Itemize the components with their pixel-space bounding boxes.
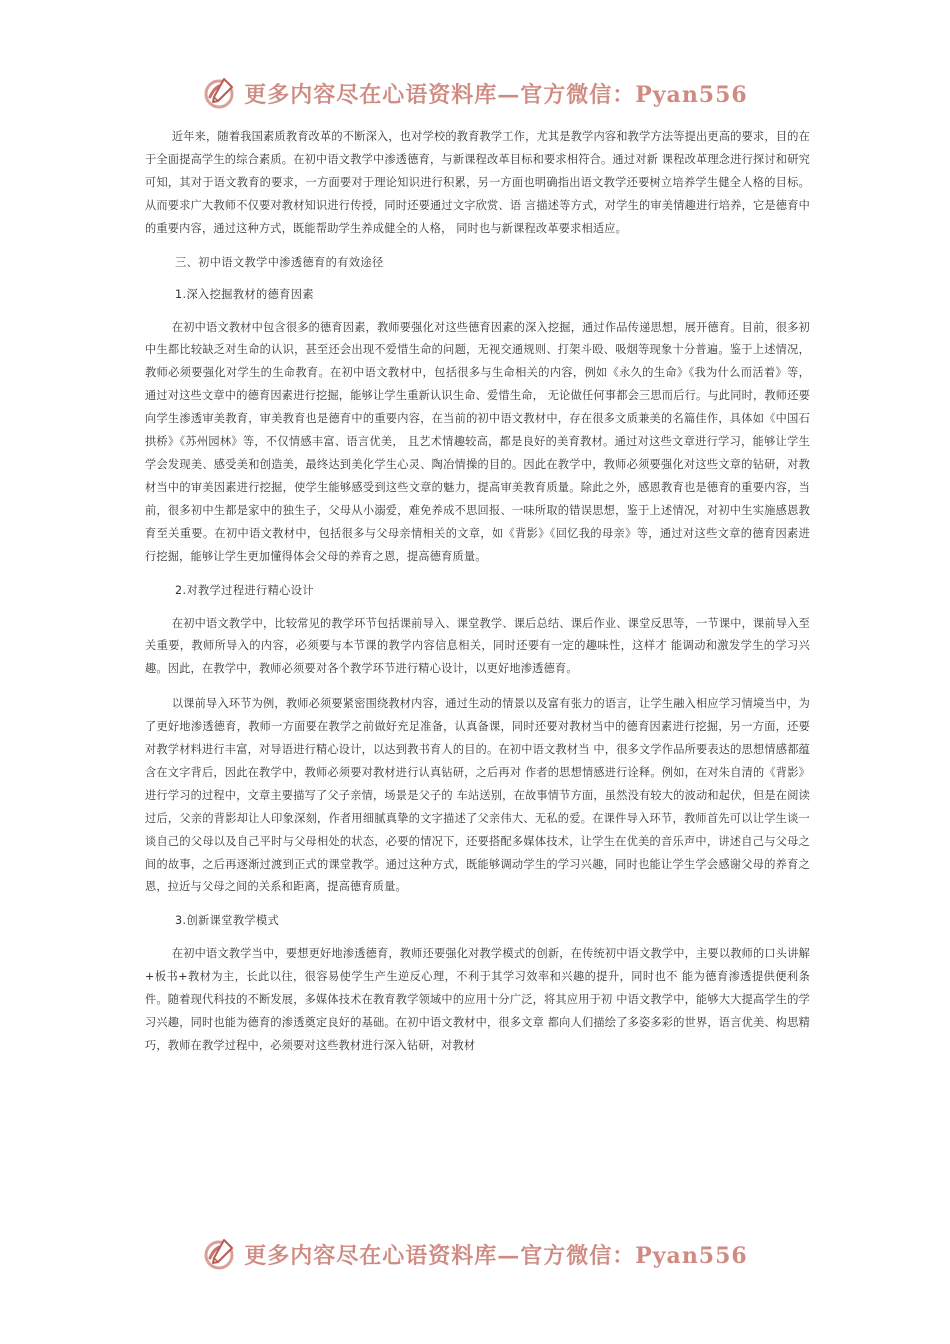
footer-banner-text: 更多内容尽在心语资料库—官方微信：Pyan556 — [244, 1242, 748, 1269]
subsection-2-paragraph-2: 以课前导入环节为例，教师必须要紧密围绕教材内容，通过生动的情景以及富有张力的语言，让学生融入相应学习情境当中，为了更好地渗透德育，教师一方面要在教学之前做好充足准备，认真备课，同时还要对教材当中的德育因素进行挖掘，另一方面，还要对教学材料进行丰富，对导语进行精心设计，以达到教书育人的目的。在初中语文教材当 中，很多文学作品所要表达的思想情感都蕴含在文字背后，因此在教学中，教师必须要对教材进行认真钻研，之后再对 作者的思想情感进行诠释。例如，在对朱自清的《背影》进行学习的过程中，文章主要描写了父子亲情，场景是父子的 车站送别，在故事情节方面，虽然没有较大的波动和起伏，但是在阅读过后，父亲的背影却让人印象深刻，作者用细腻真挚的文字描述了父亲伟大、无私的爱。在课件导入环节，教师首先可以让学生谈一谈自己的父母以及自己平时与父母相处的状态，必要的情况下，还要搭配多媒体技术，让学生在优美的音乐声中，讲述自己与父母之间的故事，之后再逐渐过渡到正式的课堂教学。通过这种方式，既能够调动学生的学习兴趣，同时也能让学生学会感谢父母的养育之恩，拉近与父母之间的关系和距离，提高德育质量。 — [145, 697, 810, 894]
section-3-heading: 三、初中语文教学中渗透德育的有效途径 — [175, 255, 384, 269]
subsection-2-paragraph-1: 在初中语文教学中，比较常见的教学环节包括课前导入、课堂教学、课后总结、课后作业、课堂反思等，一节课中，课前导入至关重要，教师所导入的内容，必须要与本节课的教学内容信息相关，同时还要有一定的趣味性，这样才 能调动和激发学生的学习兴趣。因此，在教学中，教师必须要对各个教学环节进行精心设计，以更好地渗透德育。 — [145, 616, 810, 676]
footer-banner — [0, 1234, 950, 1274]
pen-swirl-logo-icon — [202, 1236, 238, 1272]
pen-swirl-logo-icon — [202, 75, 238, 111]
subsection-3-paragraph: 在初中语文教学当中，要想更好地渗透德育，教师还要强化对教学模式的创新，在传统初中语文教学中，主要以教师的口头讲解+板书+教材为主，长此以往，很容易使学生产生逆反心理，不利于其学习效率和兴趣的提升，同时也不 能为德育渗透提供便利条件。随着现代科技的不断发展，多媒体技术在教育教学领域中的应用十分广泛，将其应用于初 中语文教学中，能够大大提高学生的学习兴趣，同时也能为德育的渗透奠定良好的基础。在初中语文教材中，很多文章 都向人们描绘了多姿多彩的世界，语言优美、构思精巧，教师在教学过程中，必须要对这些教材进行深入钻研，对教材 — [145, 947, 810, 1052]
subsection-3-heading: 3.创新课堂教学模式 — [175, 914, 280, 928]
intro-paragraph: 近年来，随着我国素质教育改革的不断深入，也对学校的教育教学工作，尤其是教学内容和教学方法等提出更高的要求，目的在于全面提高学生的综合素质。在初中语文教学中渗透德育，与新课程改革目标和要求相符合。通过对新 课程改革理念进行探讨和研究可知，其对于语文教育的要求，一方面要对于理论知识进行积累，另一方面也明确指出语文教学还要树立培养学生健全人格的目标。从而要求广大教师不仅要对教材知识进行传授，同时还要通过文字欣赏、语 言描述等方式，对学生的审美情趣进行培养，它是德育中的重要内容，通过这种方式，既能帮助学生养成健全的人格， 同时也与新课程改革要求相适应。 — [145, 130, 810, 235]
subsection-2-heading: 2.对教学过程进行精心设计 — [175, 583, 314, 597]
subsection-1-paragraph: 在初中语文教材中包含很多的德育因素，教师要强化对这些德育因素的深入挖掘，通过作品传递思想，展开德育。目前，很多初中生都比较缺乏对生命的认识，甚至还会出现不爱惜生命的问题，无视交通规则、打架斗殴、吸烟等现象十分普遍。鉴于上述情况，教师必须要强化对学生的生命教育。在初中语文教材中，包括很多与生命相关的内容，例如《永久的生命》《我为什么而活着》等，通过对这些文章中的德育因素进行挖掘，能够让学生重新认识生命、爱惜生命， 无论做任何事都会三思而后行。与此同时，教师还要向学生渗透审美教育，审美教育也是德育中的重要内容，在当前的初中语文教材中，存在很多文质兼美的名篇佳作，具体如《中国石拱桥》《苏州园林》等，不仅情感丰富、语言优美， 且艺术情趣较高，都是良好的美育教材。通过对这些文章进行学习，能够让学生学会发现美、感受美和创造美，最终达到美化学生心灵、陶冶情操的目的。因此在教学中，教师必须要强化对这些文章的钻研，对教材当中的审美因素进行挖掘，使学生能够感受到这些文章的魅力，提高审美教育质量。除此之外，感恩教育也是德育的重要内容，当前，很多初中生都是家中的独生子，父母从小溺爱，难免养成不思回报、一味所取的错误思想，鉴于上述情况，对初中生实施感恩教育至关重要。在初中语文教材中，包括很多与父母亲情相关的文章，如《背影》《回忆我的母亲》等，通过对这些文章的德育因素进行挖掘，能够让学生更加懂得体会父母的养育之恩，提高德育质量。 — [145, 320, 810, 563]
document-body — [145, 126, 810, 1070]
subsection-1-heading: 1.深入挖掘教材的德育因素 — [175, 287, 314, 301]
header-banner-text: 更多内容尽在心语资料库—官方微信：Pyan556 — [244, 81, 748, 108]
header-banner — [0, 73, 950, 113]
